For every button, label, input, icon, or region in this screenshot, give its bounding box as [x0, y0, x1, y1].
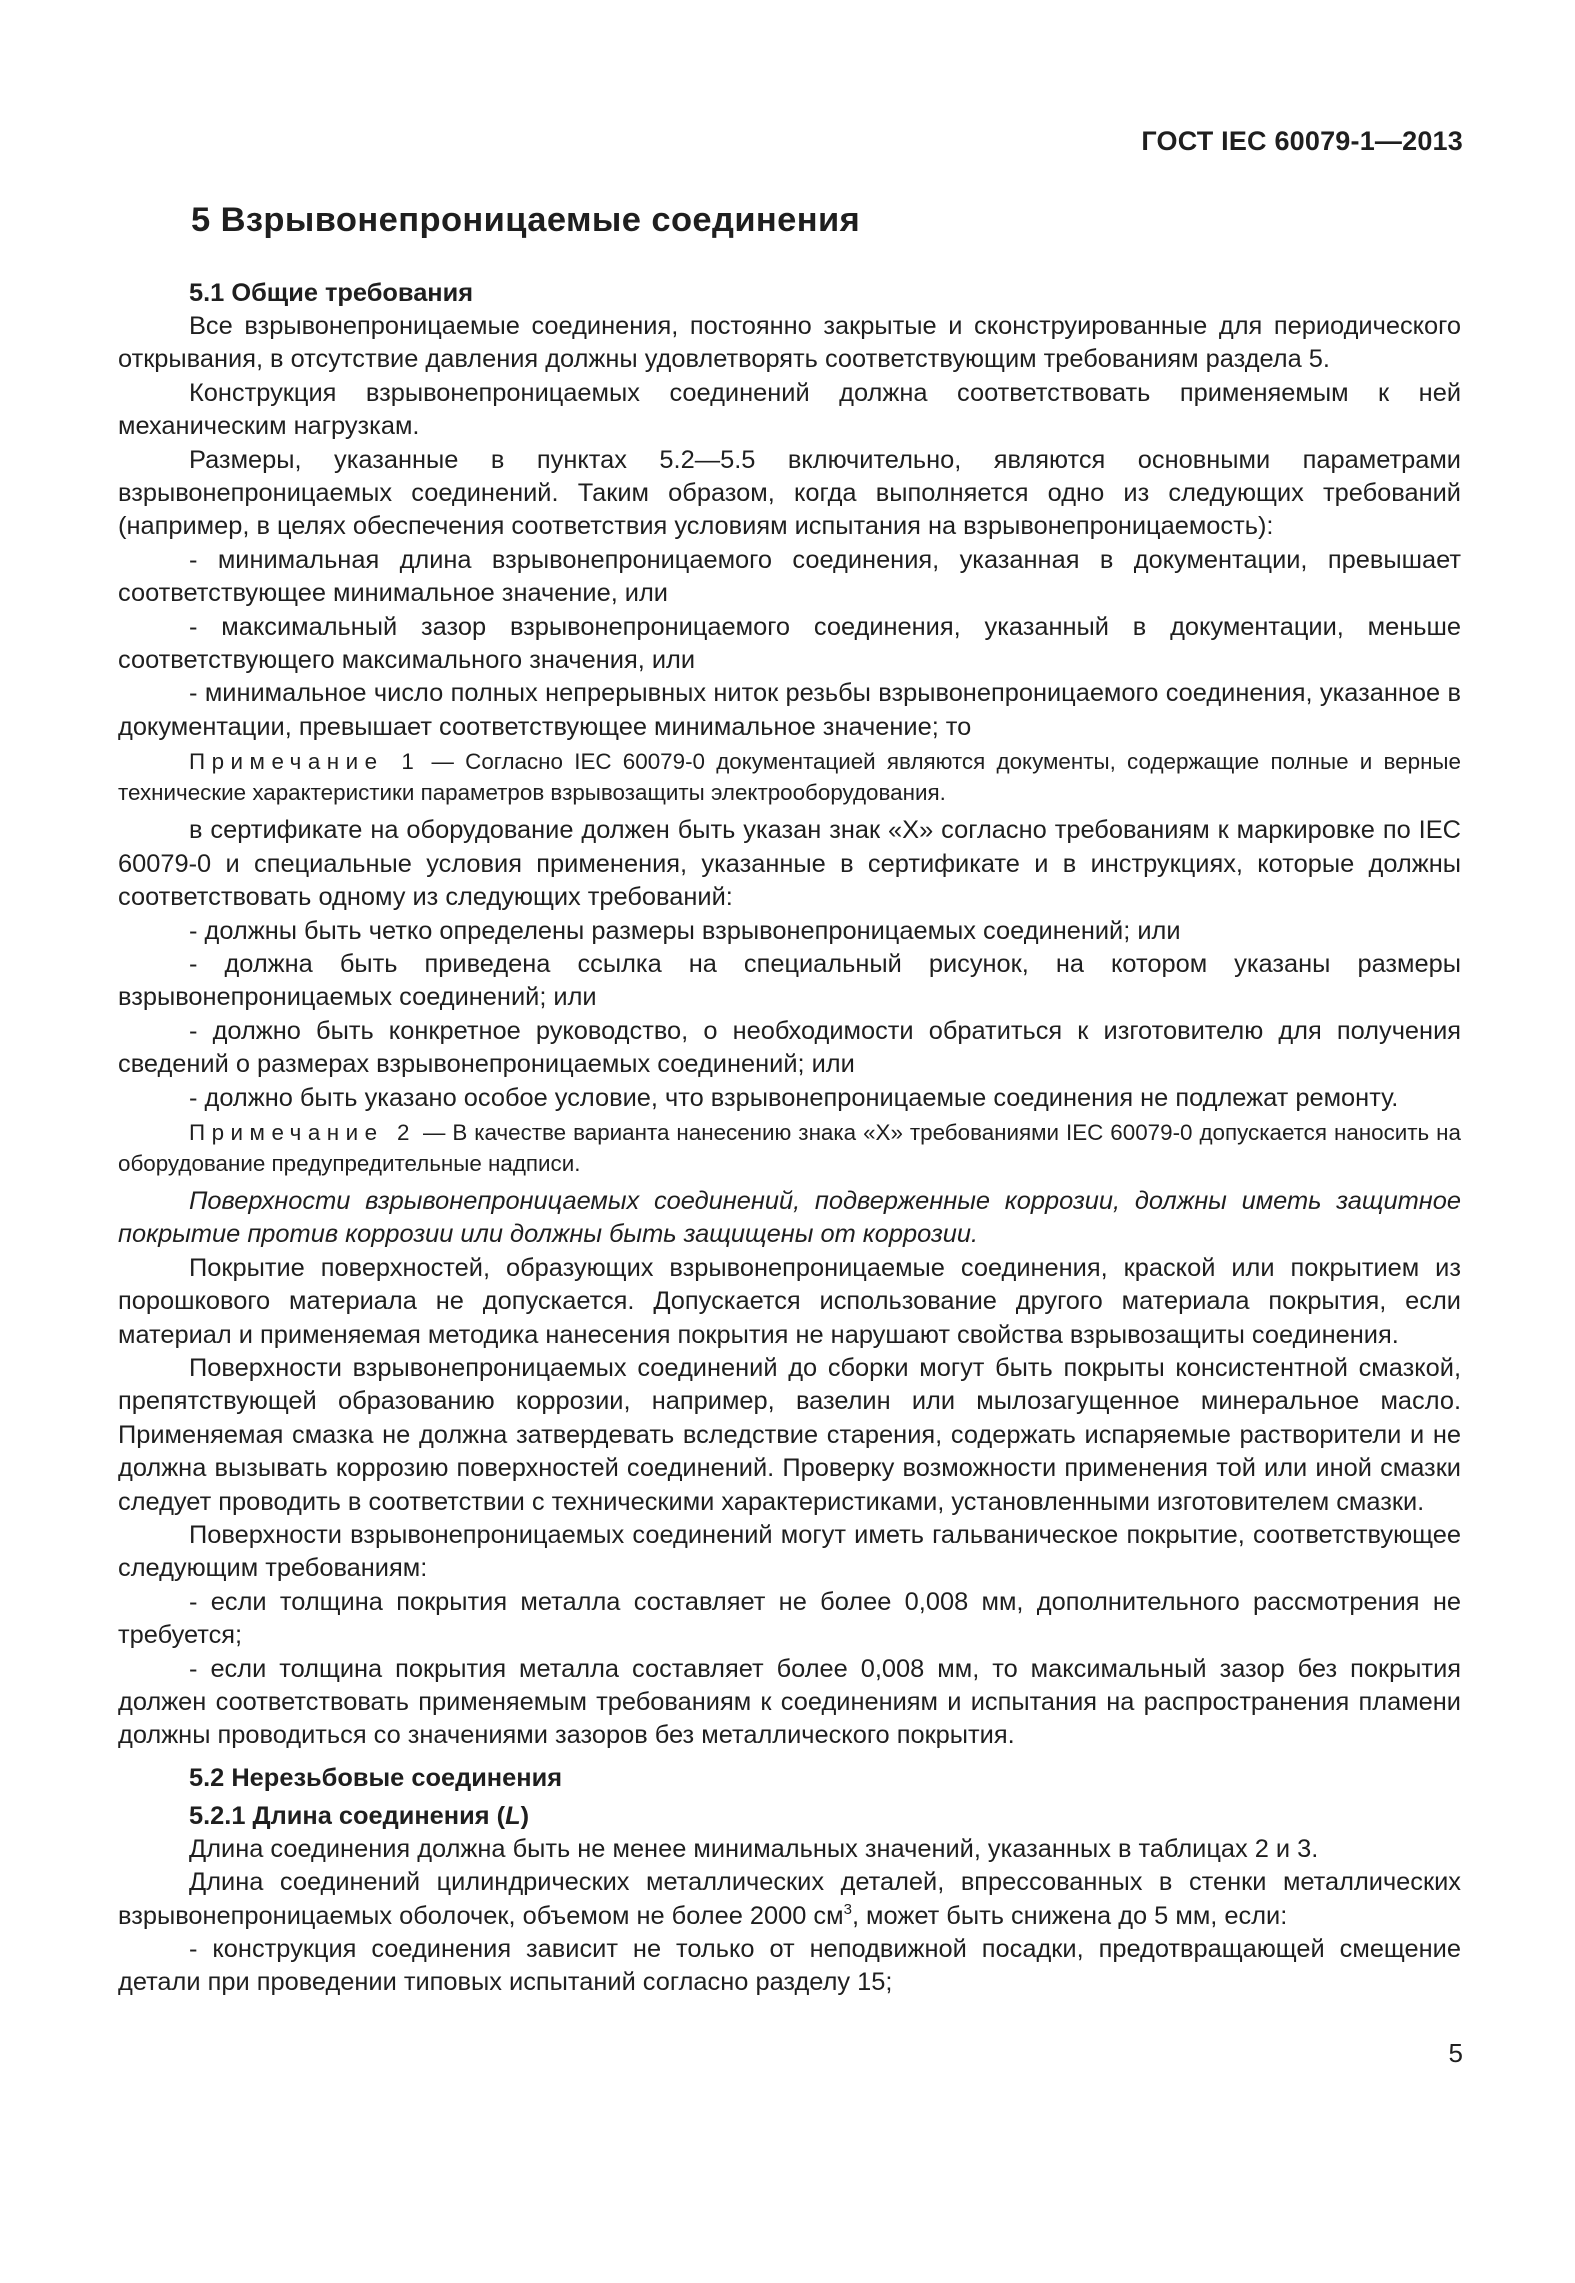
paragraph: Поверхности взрывонепроницаемых соединений до сборки могут быть покрыты консистентной смазкой, препятствующей образованию коррозии, например, вазелин или мылозагущенное минеральное масло. Применяемая смазка не должна затвердевать вследствие старения, содержать испаряемые растворители и не должна вызывать коррозию поверхностей соединений. Проверку возможности применения той или иной смазки следует проводить в соответствии с техническими характеристиками, установленными изготовителем смазки. — [118, 1353, 1461, 1516]
list-item: - должно быть указано особое условие, что взрывонепроницаемые соединения не подлежат ремонту. — [189, 1083, 1399, 1112]
list-item: - минимальное число полных непрерывных ниток резьбы взрывонепроницаемого соединения, указанное в документации, превышает соответствующее минимальное значение; то — [118, 679, 1461, 741]
title-suffix: ) — [520, 1801, 530, 1830]
paragraph: Все взрывонепроницаемые соединения, постоянно закрытые и сконструированные для периодического открывания, в отсутствие давления должны удовлетворять соответствующим требованиям раздела 5. — [118, 312, 1461, 374]
note-2 — [118, 1117, 1461, 1179]
paragraph: в сертификате на оборудование должен быть указан знак «X» согласно требованиям к маркировке по IEC 60079-0 и специальные условия применения, указанные в сертификате и в инструкциях, которые должны соответствовать одному из следующих требований: — [118, 816, 1461, 912]
note-text: — В качестве варианта нанесению знака «X» требованиями IEC 60079-0 допускается наносить на оборудование предупредительные надписи. — [118, 1119, 1461, 1176]
list-item: - конструкция соединения зависит не только от неподвижной посадки, предотвращающей смещение детали при проведении типовых испытаний согласно разделу 15; — [118, 1935, 1461, 1997]
list-item: - если толщина покрытия металла составляет более 0,008 мм, то максимальный зазор без покрытия должен соответствовать применяемым требованиям к соединениям и испытания на распространения пламени должны проводиться со значениями зазоров без металлического покрытия. — [118, 1654, 1461, 1750]
list-item: - должно быть конкретное руководство, о необходимости обратиться к изготовителю для получения сведений о размерах взрывонепроницаемых соединений; или — [118, 1016, 1461, 1079]
standard-header: ГОСТ IEC 60079-1—2013 — [1141, 126, 1463, 156]
paragraph — [118, 1866, 1461, 1933]
subsection-title-5-2: 5.2 Нерезьбовые соединения — [189, 1763, 563, 1792]
subsection-title-5-2-1 — [118, 1799, 1461, 1833]
italic-paragraph: Поверхности взрывонепроницаемых соединений, подверженные коррозии, должны иметь защитное покрытие против коррозии или должны быть защищены от коррозии. — [118, 1186, 1461, 1249]
paragraph: Конструкция взрывонепроницаемых соединений должна соответствовать применяемым к ней механическим нагрузкам. — [118, 378, 1461, 441]
list-item: - максимальный зазор взрывонепроницаемого соединения, указанный в документации, меньше соответствующего максимального значения, или — [118, 612, 1461, 675]
page-content — [118, 198, 1461, 2000]
paragraph: Поверхности взрывонепроницаемых соединений могут иметь гальваническое покрытие, соответствующее следующим требованиям: — [118, 1521, 1461, 1583]
note-text: — Согласно IEC 60079-0 документацией являются документы, содержащие полные и верные технические характеристики параметров взрывозащиты электрооборудования. — [118, 749, 1461, 806]
list-item: - если толщина покрытия металла составляет не более 0,008 мм, дополнительного рассмотрения не требуется; — [118, 1587, 1461, 1650]
paragraph: Покрытие поверхностей, образующих взрывонепроницаемые соединения, краской или покрытием из порошкового материала не допускается. Допускается использование другого материала покрытия, если материал и применяемая методика нанесения покрытия не нарушают свойства взрывозащиты соединения. — [118, 1253, 1461, 1349]
subsection-title-5-1: 5.1 Общие требования — [189, 279, 474, 307]
list-item: - минимальная длина взрывонепроницаемого соединения, указанная в документации, превышает соответствующее минимальное значение, или — [118, 545, 1461, 608]
note-label: Примечание 2 — [189, 1119, 417, 1145]
note-label: Примечание 1 — [189, 749, 421, 775]
list-item: - должна быть приведена ссылка на специальный рисунок, на котором указаны размеры взрывонепроницаемых соединений; или — [118, 949, 1461, 1012]
paragraph: Размеры, указанные в пунктах 5.2—5.5 включительно, являются основными параметрами взрывонепроницаемых соединений. Таким образом, когда выполняется одно из следующих требований (например, в целях обеспечения соответствия условиям испытания на взрывонепроницаемость): — [118, 445, 1461, 541]
page-number: 5 — [1448, 2038, 1463, 2068]
text-part: , может быть снижена до 5 мм, если: — [851, 1901, 1288, 1930]
text-part: Длина соединений цилиндрических металлических деталей, впрессованных в стенки металлических взрывонепроницаемых оболочек, объемом не более 2000 см — [118, 1868, 1461, 1930]
paragraph: Длина соединения должна быть не менее минимальных значений, указанных в таблицах 2 и 3. — [189, 1834, 1319, 1863]
list-item: - должны быть четко определены размеры взрывонепроницаемых соединений; или — [189, 916, 1181, 945]
length-symbol: L — [505, 1801, 521, 1830]
superscript: 3 — [843, 1900, 852, 1918]
note-1 — [118, 746, 1461, 808]
title-prefix: 5.2.1 Длина соединения ( — [189, 1801, 506, 1830]
section-title: 5 Взрывонепроницаемые соединения — [191, 201, 861, 239]
